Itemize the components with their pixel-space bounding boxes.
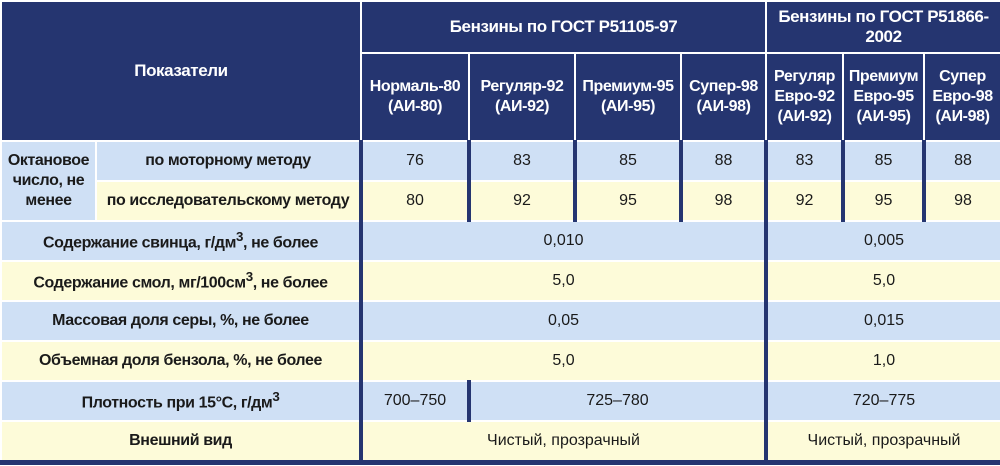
cell: 5,0: [361, 261, 766, 301]
cell: 83: [766, 141, 843, 181]
cell: Чистый, прозрачный: [361, 421, 766, 463]
cell: 80: [361, 181, 469, 221]
cell: 0,010: [361, 221, 766, 261]
table-row-appearance: [1, 421, 1000, 463]
group2-header: Бензины по ГОСТ Р51866-2002: [766, 1, 1000, 53]
cell: 85: [843, 141, 924, 181]
cell: 0,005: [766, 221, 1000, 261]
cell: 76: [361, 141, 469, 181]
cell: 1,0: [766, 341, 1000, 381]
table-row-lead: [1, 221, 1000, 261]
row-label: Содержание смол, $мг/100см^3$, не более: [1, 261, 361, 301]
cell: 88: [924, 141, 1000, 181]
column-header-super-euro-98: Супер Евро-98 (АИ-98): [924, 53, 1000, 141]
cell: 720–775: [766, 381, 1000, 421]
cell: 92: [469, 181, 575, 221]
cell: 88: [681, 141, 766, 181]
table-row-octane-motor: [1, 141, 1000, 181]
row-label: по моторному методу: [96, 141, 361, 181]
row-label: Содержание свинца, $г/дм^3$, не более: [1, 221, 361, 261]
cell: 95: [843, 181, 924, 221]
cell: 725–780: [469, 381, 766, 421]
cell: 85: [575, 141, 681, 181]
group1-header: Бензины по ГОСТ Р51105-97: [361, 1, 766, 53]
cell: 0,015: [766, 301, 1000, 341]
cell: 92: [766, 181, 843, 221]
table-row-octane-research: [1, 181, 1000, 221]
table-row-sulfur: [1, 301, 1000, 341]
cell: 95: [575, 181, 681, 221]
cell: 98: [681, 181, 766, 221]
table-row-resin: [1, 261, 1000, 301]
indicators-header: Показатели: [1, 1, 361, 141]
cell: 0,05: [361, 301, 766, 341]
column-header-premium-euro-95: Премиум Евро-95 (АИ-95): [843, 53, 924, 141]
row-label: Объемная доля бензола, %, не более: [1, 341, 361, 381]
cell: 700–750: [361, 381, 469, 421]
row-label: Плотность при 15°С, $г/дм^3$: [1, 381, 361, 421]
table-row-density: [1, 381, 1000, 421]
column-header-super-98: Супер-98 (АИ-98): [681, 53, 766, 141]
row-label: по исследовательскому методу: [96, 181, 361, 221]
table-row-benzene: [1, 341, 1000, 381]
row-label: Массовая доля серы, %, не более: [1, 301, 361, 341]
column-header-regular-92: Регуляр-92 (АИ-92): [469, 53, 575, 141]
cell: 98: [924, 181, 1000, 221]
column-header-normal-80: Нормаль-80 (АИ-80): [361, 53, 469, 141]
row-label: Внешний вид: [1, 421, 361, 463]
cell: 5,0: [766, 261, 1000, 301]
octane-group-label: Октановое число, не менее: [1, 141, 96, 221]
cell: 5,0: [361, 341, 766, 381]
column-header-regular-euro-92: Регуляр Евро-92 (АИ-92): [766, 53, 843, 141]
column-header-premium-95: Премиум-95 (АИ-95): [575, 53, 681, 141]
cell: 83: [469, 141, 575, 181]
cell: Чистый, прозрачный: [766, 421, 1000, 463]
